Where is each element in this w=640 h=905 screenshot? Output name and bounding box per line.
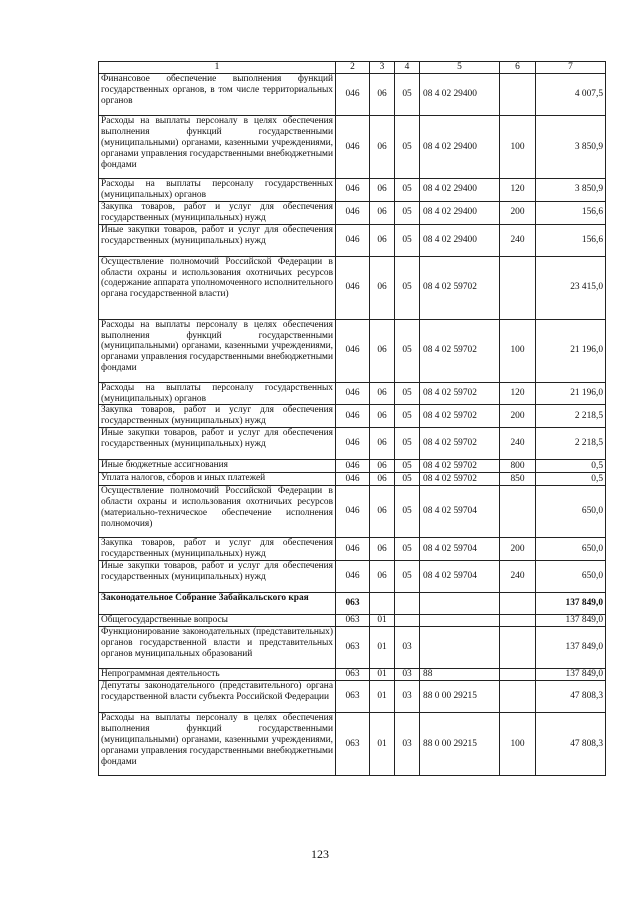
table-row bbox=[99, 405, 606, 428]
column-header: 1 bbox=[99, 62, 336, 74]
table-row bbox=[99, 615, 606, 627]
row-amount: 137 849,0 bbox=[536, 669, 606, 681]
row-grbs-code: 046 bbox=[336, 428, 370, 460]
row-grbs-code: 046 bbox=[336, 382, 370, 405]
row-amount: 47 808,3 bbox=[536, 713, 606, 776]
row-section-code: 01 bbox=[370, 615, 395, 627]
row-section-code: 06 bbox=[370, 74, 395, 116]
row-section-code: 06 bbox=[370, 116, 395, 179]
row-grbs-code: 046 bbox=[336, 201, 370, 224]
row-grbs-code: 046 bbox=[336, 473, 370, 486]
table-row bbox=[99, 428, 606, 460]
row-section-code: 06 bbox=[370, 473, 395, 486]
row-target-article-code: 08 4 02 29400 bbox=[420, 179, 500, 202]
row-target-article-code: 08 4 02 59702 bbox=[420, 382, 500, 405]
row-amount: 2 218,5 bbox=[536, 428, 606, 460]
row-grbs-code: 063 bbox=[336, 593, 370, 615]
row-section-code: 06 bbox=[370, 256, 395, 319]
column-header: 4 bbox=[395, 62, 420, 74]
row-target-article-code: 08 4 02 59702 bbox=[420, 405, 500, 428]
row-section-code: 06 bbox=[370, 179, 395, 202]
row-name: Законодательное Собрание Забайкальского края bbox=[99, 593, 336, 615]
column-header: 6 bbox=[500, 62, 536, 74]
row-expense-type-code: 200 bbox=[500, 201, 536, 224]
row-subsection-code: 05 bbox=[395, 538, 420, 561]
row-target-article-code: 08 4 02 29400 bbox=[420, 224, 500, 256]
row-name: Расходы на выплаты персоналу государственных (муниципальных) органов bbox=[99, 382, 336, 405]
row-subsection-code: 05 bbox=[395, 473, 420, 486]
row-target-article-code bbox=[420, 615, 500, 627]
table-row bbox=[99, 473, 606, 486]
row-name: Иные закупки товаров, работ и услуг для обеспечения государственных (муниципальных) нужд bbox=[99, 561, 336, 593]
row-grbs-code: 046 bbox=[336, 74, 370, 116]
row-target-article-code: 08 4 02 59702 bbox=[420, 256, 500, 319]
row-grbs-code: 046 bbox=[336, 561, 370, 593]
row-target-article-code: 88 0 00 29215 bbox=[420, 681, 500, 713]
row-grbs-code: 063 bbox=[336, 615, 370, 627]
row-amount: 156,6 bbox=[536, 224, 606, 256]
row-subsection-code: 05 bbox=[395, 179, 420, 202]
table-row bbox=[99, 116, 606, 179]
row-target-article-code: 88 0 00 29215 bbox=[420, 713, 500, 776]
table-row bbox=[99, 593, 606, 615]
row-expense-type-code bbox=[500, 681, 536, 713]
row-section-code: 06 bbox=[370, 319, 395, 382]
row-subsection-code: 05 bbox=[395, 224, 420, 256]
row-name: Непрограммная деятельность bbox=[99, 669, 336, 681]
table-row bbox=[99, 179, 606, 202]
row-name: Иные бюджетные ассигнования bbox=[99, 460, 336, 473]
row-section-code: 01 bbox=[370, 681, 395, 713]
row-target-article-code bbox=[420, 627, 500, 669]
row-section-code: 06 bbox=[370, 428, 395, 460]
row-grbs-code: 063 bbox=[336, 713, 370, 776]
row-grbs-code: 046 bbox=[336, 486, 370, 538]
row-expense-type-code: 100 bbox=[500, 713, 536, 776]
row-name: Функционирование законодательных (представительных) органов государственной власти и представительных органов муниципальных образований bbox=[99, 627, 336, 669]
row-section-code: 06 bbox=[370, 201, 395, 224]
table-row bbox=[99, 382, 606, 405]
row-grbs-code: 046 bbox=[336, 179, 370, 202]
row-subsection-code: 03 bbox=[395, 713, 420, 776]
column-header: 3 bbox=[370, 62, 395, 74]
table-row bbox=[99, 256, 606, 319]
row-expense-type-code: 200 bbox=[500, 405, 536, 428]
column-header: 5 bbox=[420, 62, 500, 74]
table-row bbox=[99, 669, 606, 681]
row-section-code: 01 bbox=[370, 669, 395, 681]
row-name: Закупка товаров, работ и услуг для обеспечения государственных (муниципальных) нужд bbox=[99, 538, 336, 561]
row-name: Осуществление полномочий Российской Федерации в области охраны и использования охотничьих ресурсов (содержание аппарата уполномоченного исполнительного органа государственной власти) bbox=[99, 256, 336, 319]
row-amount: 650,0 bbox=[536, 538, 606, 561]
row-grbs-code: 046 bbox=[336, 224, 370, 256]
row-name: Депутаты законодательного (представительного) органа государственной власти субъекта Российской Федерации bbox=[99, 681, 336, 713]
table-row bbox=[99, 74, 606, 116]
row-subsection-code: 05 bbox=[395, 405, 420, 428]
row-subsection-code: 05 bbox=[395, 319, 420, 382]
row-expense-type-code bbox=[500, 74, 536, 116]
page-number: 123 bbox=[311, 847, 329, 861]
row-target-article-code bbox=[420, 593, 500, 615]
row-amount: 21 196,0 bbox=[536, 382, 606, 405]
row-target-article-code: 08 4 02 59702 bbox=[420, 319, 500, 382]
row-name: Расходы на выплаты персоналу в целях обеспечения выполнения функций государственными (муниципальными) органами, казенными учреждениями, органами управления государственными внебюджетными фондами bbox=[99, 116, 336, 179]
row-section-code bbox=[370, 593, 395, 615]
row-expense-type-code bbox=[500, 627, 536, 669]
row-amount: 650,0 bbox=[536, 486, 606, 538]
row-name: Закупка товаров, работ и услуг для обеспечения государственных (муниципальных) нужд bbox=[99, 405, 336, 428]
row-expense-type-code: 850 bbox=[500, 473, 536, 486]
table-row bbox=[99, 319, 606, 382]
row-target-article-code: 08 4 02 29400 bbox=[420, 74, 500, 116]
row-expense-type-code: 100 bbox=[500, 319, 536, 382]
row-section-code: 06 bbox=[370, 382, 395, 405]
row-section-code: 06 bbox=[370, 405, 395, 428]
row-expense-type-code: 800 bbox=[500, 460, 536, 473]
row-target-article-code: 08 4 02 59702 bbox=[420, 428, 500, 460]
row-subsection-code: 03 bbox=[395, 627, 420, 669]
row-amount: 23 415,0 bbox=[536, 256, 606, 319]
table-row bbox=[99, 460, 606, 473]
row-amount: 3 850,9 bbox=[536, 116, 606, 179]
row-name: Общегосударственные вопросы bbox=[99, 615, 336, 627]
table-row bbox=[99, 561, 606, 593]
row-grbs-code: 046 bbox=[336, 538, 370, 561]
row-subsection-code: 05 bbox=[395, 486, 420, 538]
row-grbs-code: 046 bbox=[336, 116, 370, 179]
row-amount: 137 849,0 bbox=[536, 615, 606, 627]
row-name: Расходы на выплаты персоналу государственных (муниципальных) органов bbox=[99, 179, 336, 202]
table-row bbox=[99, 486, 606, 538]
row-target-article-code: 08 4 02 59702 bbox=[420, 460, 500, 473]
row-subsection-code: 05 bbox=[395, 460, 420, 473]
row-grbs-code: 063 bbox=[336, 681, 370, 713]
row-expense-type-code bbox=[500, 669, 536, 681]
row-grbs-code: 063 bbox=[336, 627, 370, 669]
row-name: Иные закупки товаров, работ и услуг для обеспечения государственных (муниципальных) нужд bbox=[99, 428, 336, 460]
row-section-code: 06 bbox=[370, 224, 395, 256]
row-grbs-code: 046 bbox=[336, 319, 370, 382]
row-subsection-code: 05 bbox=[395, 74, 420, 116]
table-header-row bbox=[99, 62, 606, 74]
row-subsection-code bbox=[395, 615, 420, 627]
table-row bbox=[99, 201, 606, 224]
row-name: Закупка товаров, работ и услуг для обеспечения государственных (муниципальных) нужд bbox=[99, 201, 336, 224]
row-target-article-code: 08 4 02 59704 bbox=[420, 486, 500, 538]
row-amount: 21 196,0 bbox=[536, 319, 606, 382]
row-amount: 2 218,5 bbox=[536, 405, 606, 428]
row-name: Иные закупки товаров, работ и услуг для обеспечения государственных (муниципальных) нужд bbox=[99, 224, 336, 256]
row-grbs-code: 063 bbox=[336, 669, 370, 681]
row-name: Расходы на выплаты персоналу в целях обеспечения выполнения функций государственными (муниципальными) органами, казенными учреждениями, органами управления государственными внебюджетными фондами bbox=[99, 319, 336, 382]
table-row bbox=[99, 681, 606, 713]
row-subsection-code: 05 bbox=[395, 116, 420, 179]
table-row bbox=[99, 713, 606, 776]
row-expense-type-code: 120 bbox=[500, 382, 536, 405]
row-target-article-code: 08 4 02 59704 bbox=[420, 538, 500, 561]
row-subsection-code: 03 bbox=[395, 669, 420, 681]
row-subsection-code bbox=[395, 593, 420, 615]
row-target-article-code: 88 bbox=[420, 669, 500, 681]
row-section-code: 01 bbox=[370, 713, 395, 776]
row-expense-type-code bbox=[500, 486, 536, 538]
budget-table bbox=[98, 61, 606, 776]
column-header: 7 bbox=[536, 62, 606, 74]
row-name: Уплата налогов, сборов и иных платежей bbox=[99, 473, 336, 486]
row-subsection-code: 05 bbox=[395, 256, 420, 319]
row-section-code: 06 bbox=[370, 460, 395, 473]
row-expense-type-code: 240 bbox=[500, 561, 536, 593]
row-subsection-code: 05 bbox=[395, 561, 420, 593]
row-name: Финансовое обеспечение выполнения функций государственных органов, в том числе территориальных органов bbox=[99, 74, 336, 116]
row-target-article-code: 08 4 02 59704 bbox=[420, 561, 500, 593]
table-row bbox=[99, 538, 606, 561]
row-expense-type-code: 240 bbox=[500, 428, 536, 460]
row-amount: 650,0 bbox=[536, 561, 606, 593]
row-amount: 0,5 bbox=[536, 460, 606, 473]
row-expense-type-code: 240 bbox=[500, 224, 536, 256]
row-grbs-code: 046 bbox=[336, 405, 370, 428]
row-expense-type-code bbox=[500, 615, 536, 627]
row-amount: 137 849,0 bbox=[536, 593, 606, 615]
row-amount: 3 850,9 bbox=[536, 179, 606, 202]
row-subsection-code: 03 bbox=[395, 681, 420, 713]
row-expense-type-code: 120 bbox=[500, 179, 536, 202]
row-subsection-code: 05 bbox=[395, 382, 420, 405]
row-section-code: 06 bbox=[370, 538, 395, 561]
row-expense-type-code bbox=[500, 593, 536, 615]
row-subsection-code: 05 bbox=[395, 428, 420, 460]
row-expense-type-code: 100 bbox=[500, 116, 536, 179]
row-amount: 137 849,0 bbox=[536, 627, 606, 669]
row-target-article-code: 08 4 02 29400 bbox=[420, 116, 500, 179]
row-target-article-code: 08 4 02 29400 bbox=[420, 201, 500, 224]
row-section-code: 06 bbox=[370, 561, 395, 593]
row-name: Расходы на выплаты персоналу в целях обеспечения выполнения функций государственными (муниципальными) органами, казенными учреждениями, органами управления государственными внебюджетными фондами bbox=[99, 713, 336, 776]
row-subsection-code: 05 bbox=[395, 201, 420, 224]
row-amount: 0,5 bbox=[536, 473, 606, 486]
row-expense-type-code bbox=[500, 256, 536, 319]
row-amount: 156,6 bbox=[536, 201, 606, 224]
row-amount: 4 007,5 bbox=[536, 74, 606, 116]
table-row bbox=[99, 627, 606, 669]
row-amount: 47 808,3 bbox=[536, 681, 606, 713]
row-section-code: 06 bbox=[370, 486, 395, 538]
row-section-code: 01 bbox=[370, 627, 395, 669]
row-grbs-code: 046 bbox=[336, 256, 370, 319]
column-header: 2 bbox=[336, 62, 370, 74]
row-target-article-code: 08 4 02 59702 bbox=[420, 473, 500, 486]
row-grbs-code: 046 bbox=[336, 460, 370, 473]
row-name: Осуществление полномочий Российской Федерации в области охраны и использования охотничьих ресурсов (материально-техническое обеспечение исполнения полномочия) bbox=[99, 486, 336, 538]
row-expense-type-code: 200 bbox=[500, 538, 536, 561]
table-row bbox=[99, 224, 606, 256]
